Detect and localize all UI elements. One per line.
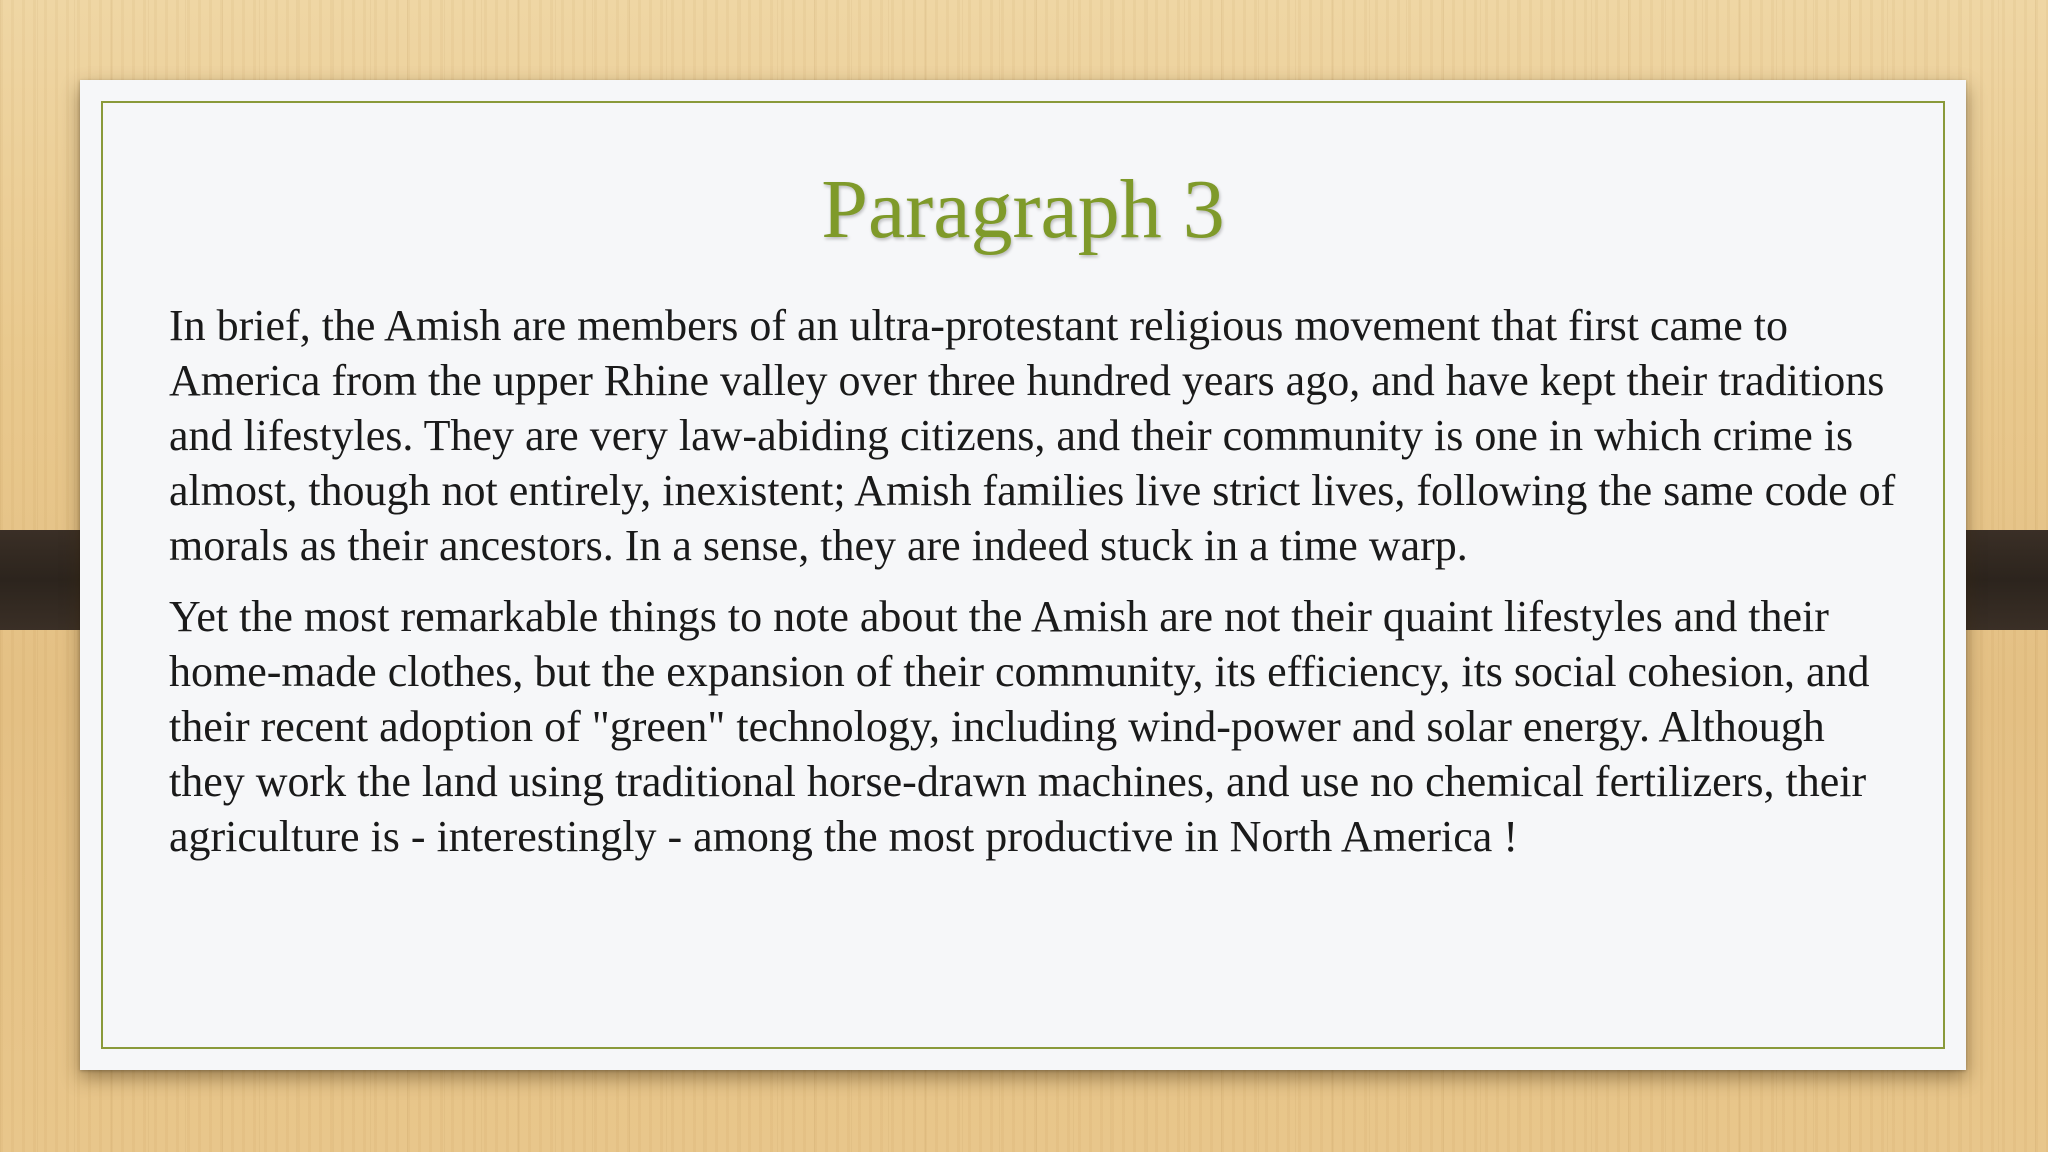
paragraph-1: In brief, the Amish are members of an ultra-protestant religious movement that first came to America from the upper Rhine valley over three hundred years ago, and have kept their traditions and lifestyles. They are very law-abiding citizens, and their community is one in which crime is almost, though not entirely, inexistent; Amish families live strict lives, following the same code of morals as their ancestors. In a sense, they are indeed stuck in a time warp. xyxy=(169,301,1896,570)
slide-title: Paragraph 3 xyxy=(821,163,1225,256)
slide-card xyxy=(80,80,1966,1070)
paragraph-2: Yet the most remarkable things to note about the Amish are not their quaint lifestyles and their home-made clothes, but the expansion of their community, its efficiency, its social cohesion, and their recent adoption of "green" technology, including wind-power and solar energy. Although they work the land using traditional horse-drawn machines, and use no chemical fertilizers, their agriculture is - interestingly - among the most productive in North America ! xyxy=(169,592,1870,861)
slide-body xyxy=(169,298,1909,880)
